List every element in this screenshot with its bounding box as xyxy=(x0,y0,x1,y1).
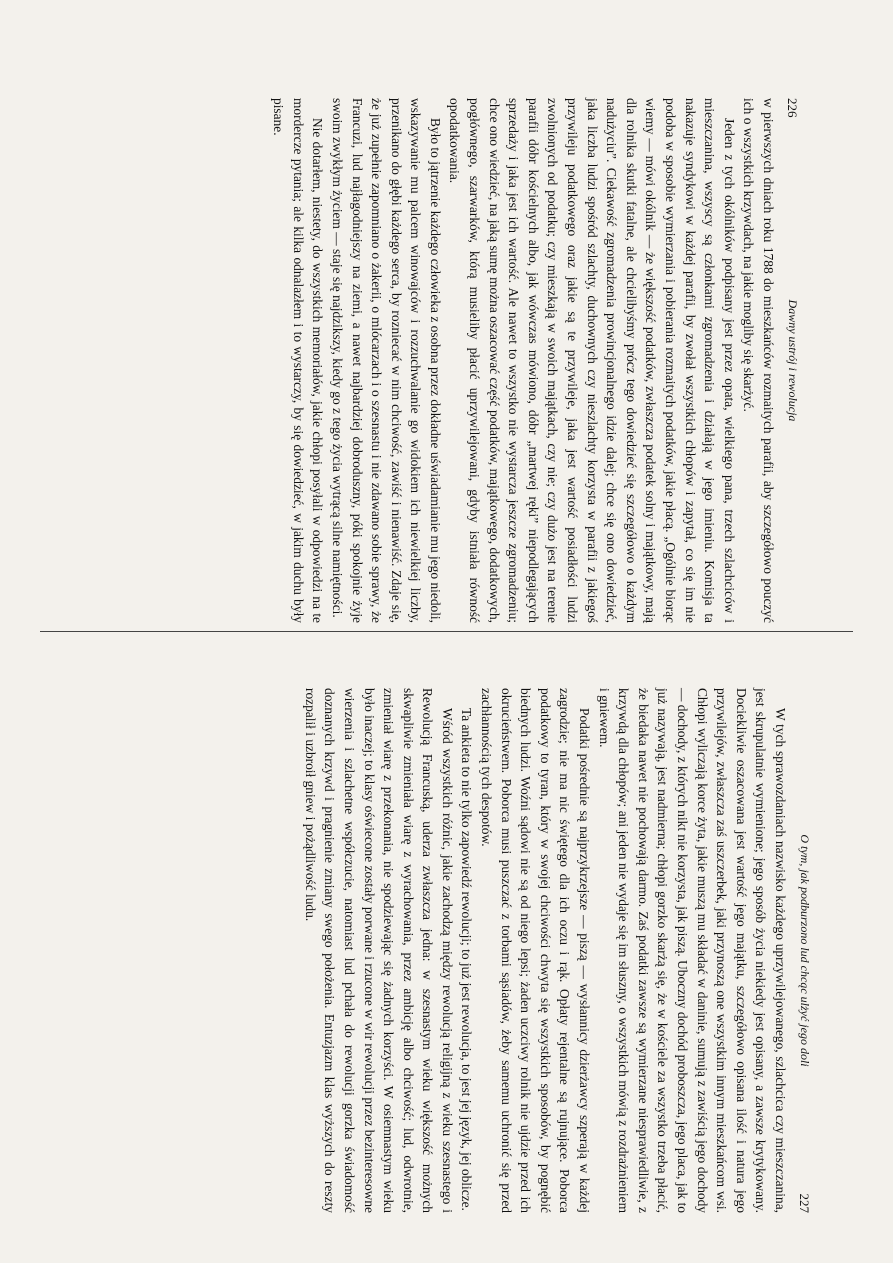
paragraph: Podatki pośrednie są najprzykrzejsze — piszą — wysłannicy dzierżawcy szperają w każdej zagrodzie; nie ma nic świętego dla ich oczu i rąk. Opłaty rejentalne są rujnujące. Poborca podatkowy to tyran, który w swojej chciwości chwyta się wszystkich sposobów, by pognębić biednych ludzi. Woźni sądowi nie są od niego lepsi; żaden uczciwy rolnik nie ujdzie przed ich okrucieństwem. Poborca musi puszczać z torbami sąsiadów, żeby samemu uchronić się przed zachłannością tych despotów. xyxy=(479,688,593,1213)
right-page xyxy=(104,688,812,1213)
right-page-number: 227 xyxy=(797,1193,812,1213)
left-body-text xyxy=(269,98,778,623)
right-running-title: O tym, jak podburzono lud chcąc ulżyć jego doli xyxy=(798,834,812,1067)
page-divider xyxy=(40,631,853,632)
right-body-text xyxy=(300,688,790,1213)
paragraph: w pierwszych dniach roku 1788 do mieszkańców rozmaitych parafii, aby szczegółowo pouczyć ich o wszystkich krzywdach, na jakie mogliby się skarżyć. xyxy=(741,98,776,623)
paragraph: Ta ankieta to nie tylko zapowiedź rewolucji; to już jest rewolucja, to jest jej język, jej oblicze. xyxy=(459,708,475,1211)
paragraph: Wśród wszystkich różnic, jakie zachodzą między rewolucją religijną z wieku szesnastego i Rewolucją Francuską, uderza zwłaszcza jedna: w szesnastym wieku większość możnych skwapliwie zmieniała wiarę z wyrachowania, przez ambicję albo chciwość; lud, odwrotnie, zmieniał wiarę z przekonania, nie spodziewając się żadnych korzyści. W osiemnastym wieku było inaczej; to klasy oświecone zostały porwane i rzucone w wir rewolucji przez bezinteresowne wierzenia i szlachetne współczucie, natomiast lud pchała do rewolucji gorzka świadomość doznanych krzywd i pragnienie zmiany swego położenia. Entuzjazm klas wyższych do reszty rozpalił i uzbroił gniew i pożądliwość ludu. xyxy=(302,688,455,1213)
left-running-head xyxy=(784,98,800,623)
left-running-title: Dawny ustrój i rewolucja xyxy=(786,299,800,422)
paragraph: Nie dotarłem, niestety, do wszystkich memoriałów, jakie chłopi posyłali w odpowiedzi na te mordercze pytania; ale kilka odnalazłem i to wystarczy, by się dowiedzieć, w jakim duchu były pisane. xyxy=(271,98,326,623)
paragraph: Jeden z tych okólników podpisany jest przez opata, wielkiego pana, trzech szlachciców i mieszczanina, wszyscy są członkami zgromadzenia i działają w jego imieniu. Komisja ta nakazuje syndykowi w każdej parafii, by zwołał wszystkich chłopów i zapytał, co się im nie podoba w sposobie wymierzania i pobierania rozmaitych podatków, jakie płacą. „Ogólnie biorąc wiemy — mówi okólnik — że większość podatków, zwłaszcza podatek solny i majątkowy, mają dla rolnika skutki fatalne, ale chcielibyśmy prócz tego dowiedzieć się szczegółowo o każdym nadużyciu”. Ciekawość zgromadzenia prowincjonalnego idzie dalej; chce się ono dowiedzieć, jaka liczba ludzi spośród szlachty, duchownych czy nieszlachty korzysta w parafii z jakiegoś przywileju podatkowego oraz jakie są te przywileje, jaka jest wartość posiadłości ludzi zwolnionych od podatku; czy mieszkają w swoich majątkach, czy nie; czy dużo jest na terenie parafii dóbr kościelnych albo, jak wówczas mówiono, dóbr „martwej ręki” niepodlegających sprzedaży i jaka jest ich wartość. Ale nawet to wszystko nie wystarcza jeszcze zgromadzeniu; chce ono wiedzieć, na jaką sumę można oszacować część podatków, majątkowego, dodatkowych, pogłównego, szarwarków, którą musieliby płacić uprzywilejowani, gdyby istniała równość opodatkowania. xyxy=(447,98,737,623)
left-page xyxy=(92,98,800,623)
paragraph: W tych sprawozdaniach nazwisko każdego uprzywilejowanego, szlachcica czy mieszczanina, jest skrupulatnie wymienione; jego sposób życia niekiedy jest opisany, a zawsze krytykowany. Dociekliwie oszacowana jest wartość jego majątku, szczegółowo opisana ilość i natura jego przywilejów, zwłaszcza zaś uszczerbek, jaki przynoszą one wszystkim innym mieszkańcom wsi. Chłopi wyliczają korce żyta, jakie muszą mu składać w daninie, sumują z zawiścią jego dochody — dochody, z których nikt nie korzysta, jak piszą. Uboczny dochód proboszcza, jego placa, jak to już nazywają, jest nadmierna; chłopi gorzko skarżą się, że w kościele za wszystko trzeba płacić, że biedaka nawet nie pochowają darmo. Zaś podatki zawsze są wymierzane niesprawiedliwie, z krzywdą dla chłopów; ani jeden nie wydaje się im słuszny, o wszystkich mówią z rozdrażnieniem i gniewem. xyxy=(596,688,788,1213)
right-running-head xyxy=(796,688,812,1213)
paragraph: Było to jątrzenie każdego człowieka z osobna przez dokładne uświadamianie mu jego niedoli, wskazywanie mu palcem winowajców i rozzuchwalanie go widokiem ich niewielkiej liczby, przenikano do głębi każdego serca, by rozniecać w nim chciwość, zawiść i nienawiść. Zdaje się, że już zupełnie zapomniano o żakerii, o mlócarzach i o szesnastu i nie zdawano sobie sprawy, że Francuzi, lud najłagodniejszy na ziemi, a nawet najbardziej dobroduszny, póki spokojnie żyje swoim zwykłym życiem — staje się najdzikszy, kiedy go z tego życia wytrącą silne namiętności. xyxy=(329,98,443,623)
left-page-number: 226 xyxy=(785,98,800,118)
